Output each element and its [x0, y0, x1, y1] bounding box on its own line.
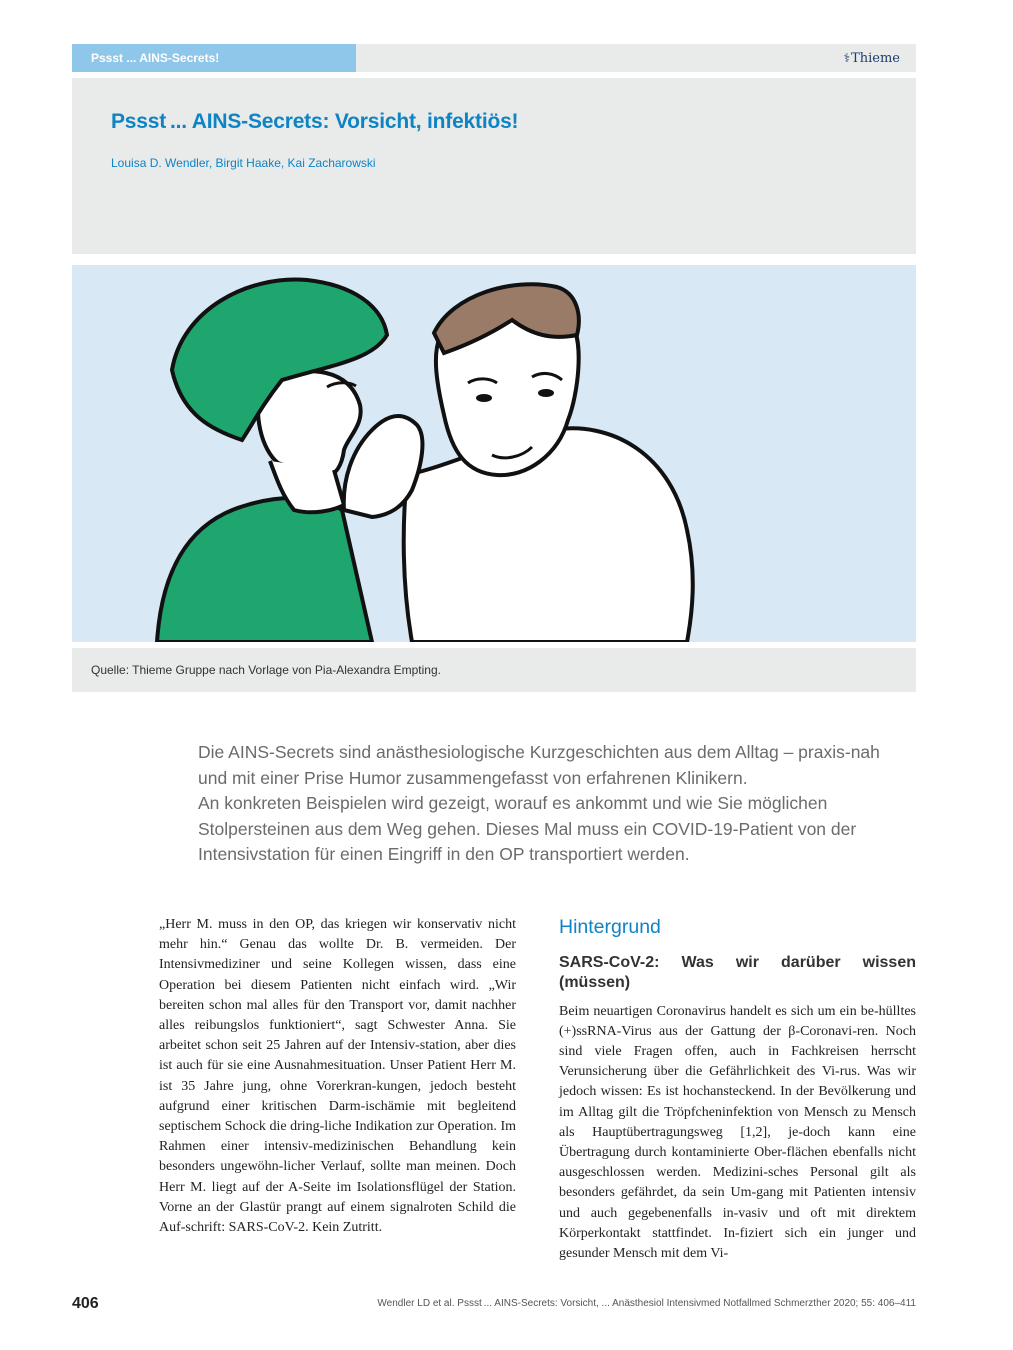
subsection-heading: SARS-CoV-2: Was wir darüber wissen (müssen): [559, 954, 916, 992]
running-header: [72, 44, 916, 72]
article-header: [72, 78, 916, 254]
lead-paragraph-2: An konkreten Beispielen wird gezeigt, worauf es ankommt und wie Sie möglichen Stolpersteinen aus dem Weg gehen. Dieses Mal muss ein COVID-19-Patient von der Intensivstation für einen Eingriff in den OP transportiert werden.: [198, 793, 857, 864]
doctor-right-eye: [538, 389, 554, 397]
illustration: [72, 265, 916, 642]
section-heading: Hintergrund: [559, 916, 661, 938]
body-paragraph-background: Beim neuartigen Coronavirus handelt es sich um ein be-hülltes (+)ssRNA-Virus aus der Gattung der β-Coronavi-ren. Noch sind viele Fragen offen, auch in Fachkreisen herrscht Verunsicherung über die Gefährlichkeit des Vi-rus. Was wir jedoch wissen: Es ist hochansteckend. In der Bevölkerung und im Alltag gilt die Tröpfcheninfektion von Mensch zu Mensch als Hauptübertragungsweg [1,2], je-doch kann eine Übertragung durch kontaminierte Ober-flächen ebenfalls nicht ausgeschlossen werden. Medizini-sches Personal gilt als besonders gefährdet, da sein Um-gang mit Patienten intensiv und auch gegebenenfalls in-vasiv und oft mit direktem Körperkontakt stattfindet. In-fiziert sich ein junger und gesunder Mensch mit dem Vi-: [559, 1003, 916, 1262]
body-paragraph-intro: „Herr M. muss in den OP, das kriegen wir konservativ nicht mehr hin.“ Genau das wollte Dr. B. vermeiden. Der Intensivmediziner und seine Kollegen wissen, dass eine Operation bei diesem Patienten nicht einfach wird. „Wir bereiten schon mal alles für den Transport vor, damit nachher alles reibungslos funktioniert“, sagt Schwester Anna. Sie arbeitet schon seit 25 Jahren auf der Intensiv-station, aber dies ist auch für sie eine Ausnahmesituation. Unser Patient Herr M. ist 35 Jahre jung, ohne Vorerkran-kungen, jedoch besteht aufgrund einer kritischen Darm-ischämie mit begleitend septischem Schock die dring-liche Indikation zur Operation. Im Rahmen einer intensiv-medizinischen Behandlung kein besonders ungewöhn-licher Verlauf, sollte man meinen. Doch Herr M. liegt auf der A-Seite im Isolationsflügel der Station. Vorne an der Glastür prangt auf einem signalroten Schild die Auf-schrift: SARS-CoV-2. Kein Zutritt.: [159, 917, 516, 1236]
article-lead: [198, 740, 898, 868]
body-right-column: [559, 917, 916, 1264]
footer-citation: Wendler LD et al. Pssst ... AINS-Secrets: Vorsicht, ... Anästhesiol Intensivmed Notfallmed Schmerzther 2020; 55: 406–411: [377, 1298, 916, 1309]
thieme-logo-icon: ⚕: [843, 51, 851, 65]
publisher-name: Thieme: [851, 51, 900, 66]
whispering-figures-illustration: [72, 265, 916, 642]
publisher-logo: [844, 51, 900, 66]
lead-paragraph-1: Die AINS-Secrets sind anästhesiologische Kurzgeschichten aus dem Alltag – praxis-nah und mit einer Prise Humor zusammengefasst von erfahrenen Klinikern.: [198, 742, 880, 788]
doctor-left-eye: [476, 394, 492, 402]
section-label: Pssst ... AINS-Secrets!: [72, 44, 356, 72]
page-number: 406: [72, 1295, 99, 1312]
article-authors: Louisa D. Wendler, Birgit Haake, Kai Zacharowski: [111, 156, 376, 170]
figure-caption: [72, 648, 916, 692]
figure-caption-text: Quelle: Thieme Gruppe nach Vorlage von Pia-Alexandra Empting.: [91, 663, 441, 677]
body-left-column: [159, 915, 516, 1238]
article-title: Pssst ... AINS-Secrets: Vorsicht, infektiös!: [111, 110, 519, 133]
